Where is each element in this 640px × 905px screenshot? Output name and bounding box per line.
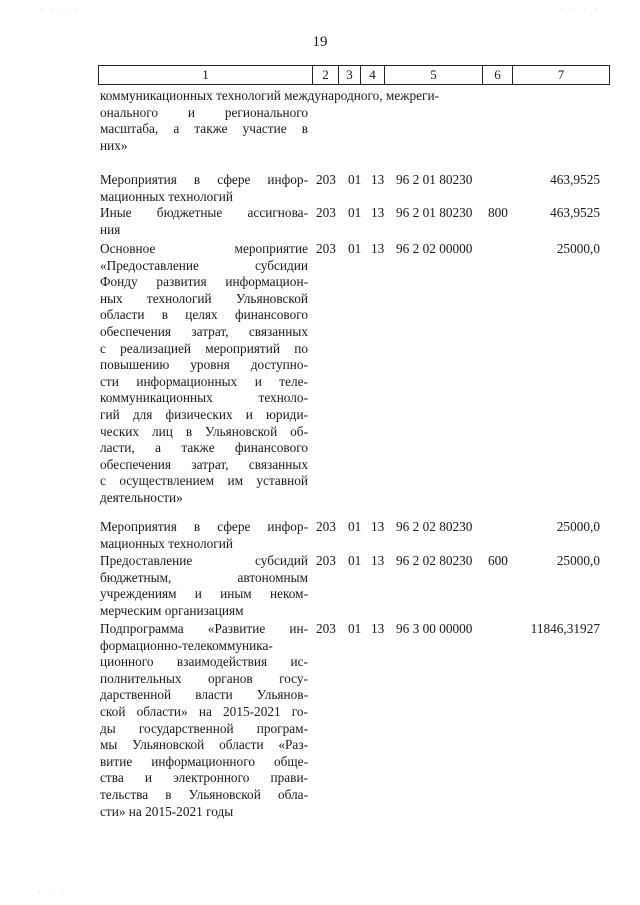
- page-number: 19: [312, 34, 328, 50]
- scan-artifact: · · · ·: [40, 4, 80, 14]
- subsection-code: 13: [371, 241, 385, 256]
- row-description: [100, 621, 308, 820]
- description-line: Основное мероприятие: [100, 241, 308, 256]
- section-code: 01: [348, 553, 362, 568]
- row-description: [100, 172, 308, 205]
- grbs-code: 203: [316, 172, 336, 187]
- header-col-2: 2: [313, 66, 339, 84]
- description-line: Мероприятия в сфере инфор-: [100, 172, 308, 187]
- amount: 25000,0: [556, 553, 600, 568]
- row-description: [100, 88, 439, 154]
- description-line: полнительных органов госу-: [100, 670, 308, 686]
- target-article-code: 96 2 01 80230: [396, 172, 473, 187]
- description-line: обеспечения затрат, связанных: [100, 456, 308, 472]
- section-code: 01: [348, 519, 362, 534]
- description-line: деятельности»: [100, 489, 183, 505]
- description-line: витие информационного обще-: [100, 753, 308, 769]
- description-line: мационных технологий: [100, 535, 233, 551]
- description-line: бюджетным, автономным: [100, 569, 308, 585]
- description-line: Подпрограмма «Развитие ин-: [100, 621, 308, 636]
- description-line: учреждениям и иным неком-: [100, 586, 308, 602]
- table-header: [98, 65, 610, 85]
- grbs-code: 203: [316, 241, 336, 256]
- row-description: [100, 241, 308, 507]
- description-line: обеспечения затрат, связанных: [100, 323, 308, 339]
- description-line: мы Ульяновской области «Раз-: [100, 737, 308, 753]
- subsection-code: 13: [371, 553, 385, 568]
- header-col-1: 1: [99, 66, 313, 84]
- description-line: Предоставление субсидий: [100, 553, 308, 568]
- subsection-code: 13: [371, 205, 385, 220]
- grbs-code: 203: [316, 621, 336, 636]
- description-line: мационных технологий: [100, 188, 233, 204]
- description-line: «Предоставление субсидии: [100, 257, 308, 273]
- section-code: 01: [348, 172, 362, 187]
- amount: 25000,0: [556, 519, 600, 534]
- header-col-6: 6: [483, 66, 513, 84]
- subsection-code: 13: [371, 519, 385, 534]
- target-article-code: 96 2 01 80230: [396, 205, 473, 220]
- description-line: коммуникационных техноло-: [100, 390, 308, 406]
- grbs-code: 203: [316, 205, 336, 220]
- description-line: ласти, а также финансового: [100, 440, 308, 456]
- description-line: повышению уровня доступно-: [100, 357, 308, 373]
- description-line: гий для физических и юриди-: [100, 406, 308, 422]
- description-line: мерческим организациям: [100, 602, 244, 618]
- header-col-4: 4: [361, 66, 385, 84]
- amount: 463,9525: [550, 205, 600, 220]
- description-line: с реализацией мероприятий по: [100, 340, 308, 356]
- expense-type-code: 800: [488, 205, 508, 220]
- description-line: тельства в Ульяновской обла-: [100, 786, 308, 802]
- row-description: [100, 519, 308, 552]
- subsection-code: 13: [371, 172, 385, 187]
- description-line: формационно-телекоммуника-: [100, 637, 273, 653]
- target-article-code: 96 2 02 80230: [396, 519, 473, 534]
- description-line: ды государственной програм-: [100, 720, 308, 736]
- target-article-code: 96 2 02 00000: [396, 241, 473, 256]
- amount: 25000,0: [556, 241, 600, 256]
- scan-artifact: · · ·: [38, 888, 67, 898]
- description-line: ных технологий Ульяновской: [100, 290, 308, 306]
- description-line: ционного взаимодействия ис-: [100, 654, 308, 670]
- row-description: [100, 205, 308, 238]
- header-col-5: 5: [385, 66, 483, 84]
- target-article-code: 96 3 00 00000: [396, 621, 473, 636]
- amount: 11846,31927: [530, 621, 600, 636]
- description-line: ской области» на 2015-2021 го-: [100, 703, 308, 719]
- section-code: 01: [348, 241, 362, 256]
- grbs-code: 203: [316, 553, 336, 568]
- expense-type-code: 600: [488, 553, 508, 568]
- description-line: сти информационных и теле-: [100, 373, 308, 389]
- amount: 463,9525: [550, 172, 600, 187]
- description-line: ства и электронного прави-: [100, 770, 308, 786]
- description-line: ческих лиц в Ульяновской об-: [100, 423, 308, 439]
- description-line: ния: [100, 221, 121, 237]
- grbs-code: 203: [316, 519, 336, 534]
- description-line: Мероприятия в сфере инфор-: [100, 519, 308, 534]
- header-col-3: 3: [339, 66, 361, 84]
- description-line: сти» на 2015-2021 годы: [100, 803, 234, 819]
- target-article-code: 96 2 02 80230: [396, 553, 473, 568]
- description-line: масштаба, а также участие в: [100, 121, 308, 137]
- scan-artifact: · · · ·: [560, 4, 600, 14]
- description-line: дарственной власти Ульянов-: [100, 687, 308, 703]
- description-line: коммуникационных технологий международного, межреги-: [100, 88, 439, 103]
- row-description: [100, 553, 308, 619]
- description-line: Иные бюджетные ассигнова-: [100, 205, 308, 220]
- subsection-code: 13: [371, 621, 385, 636]
- section-code: 01: [348, 621, 362, 636]
- description-line: с осуществлением им уставной: [100, 473, 308, 489]
- header-col-7: 7: [557, 67, 565, 82]
- section-code: 01: [348, 205, 362, 220]
- description-line: онального и регионального: [100, 104, 308, 120]
- description-line: них»: [100, 137, 128, 153]
- description-line: области в целях финансового: [100, 307, 308, 323]
- description-line: Фонду развития информацион-: [100, 274, 308, 290]
